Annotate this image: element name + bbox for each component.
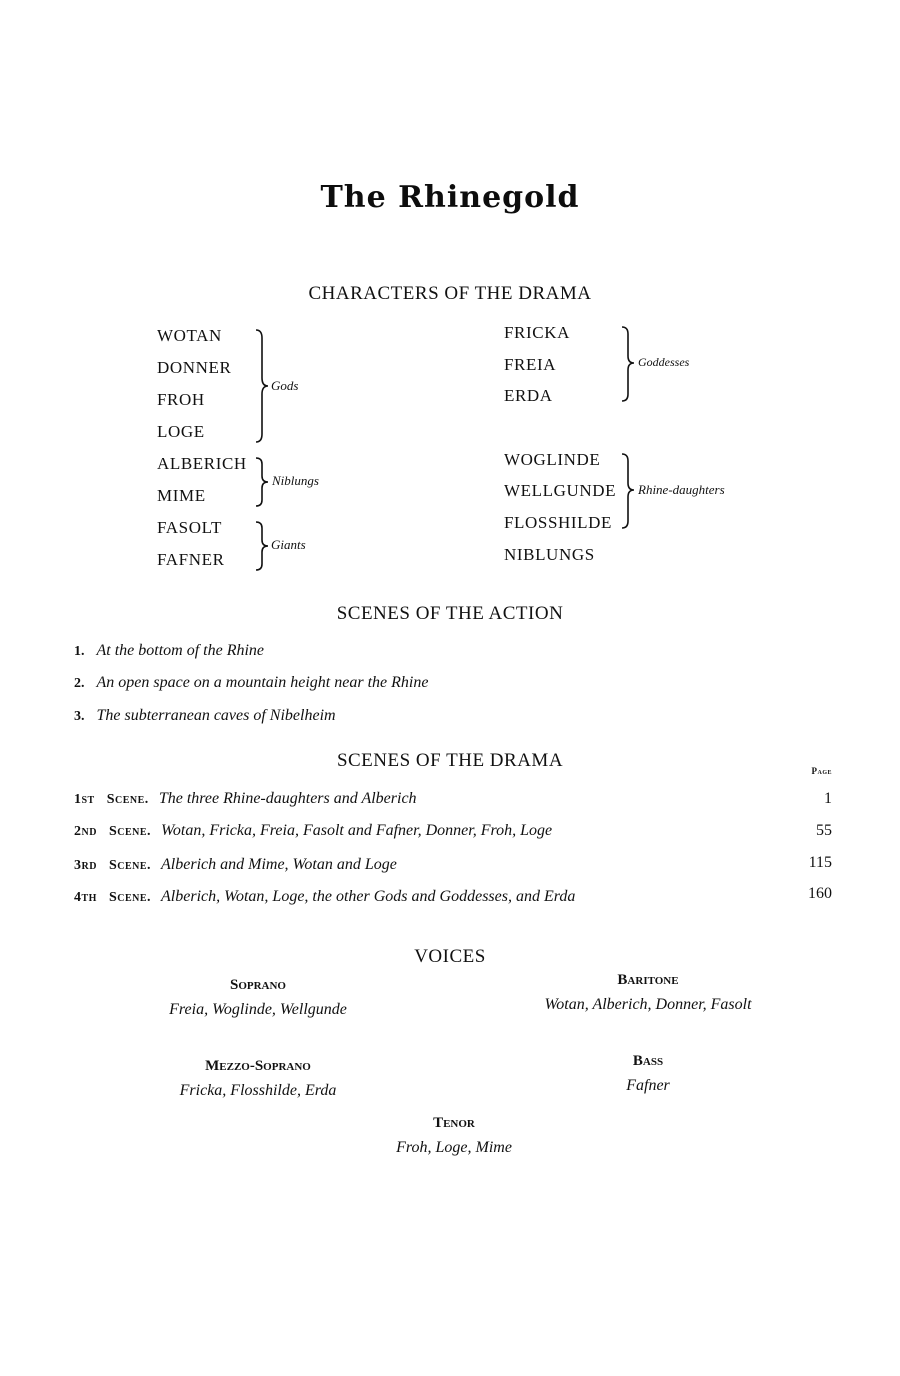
scene-page-number: 115 xyxy=(808,854,832,871)
characters-heading: CHARACTERS OF THE DRAMA xyxy=(308,283,592,304)
character-mime: MIME xyxy=(157,486,206,505)
voice-type-bass: Bass xyxy=(632,1053,664,1069)
voices-heading: VOICES xyxy=(414,946,486,967)
action-item xyxy=(74,707,336,725)
action-item-number: 2. xyxy=(74,676,85,691)
voice-type-tenor: Tenor xyxy=(433,1115,475,1131)
character-alberich: ALBERICH xyxy=(157,454,247,473)
scene-word: Scene. xyxy=(108,890,152,905)
scene-ordinal: 3rd xyxy=(74,858,97,873)
gods-label: Gods xyxy=(271,378,299,393)
scene-ordinal: 2nd xyxy=(74,824,97,839)
scene-word: Scene. xyxy=(106,792,149,807)
scene-description: The three Rhine-daughters and Alberich xyxy=(158,790,417,807)
drama-scene-row xyxy=(74,822,552,840)
niblungs-brace xyxy=(254,456,270,510)
goddesses-label: Goddesses xyxy=(638,355,690,369)
gods-brace xyxy=(254,328,270,446)
scene-page-number: 160 xyxy=(808,885,832,902)
character-flosshilde: FLOSSHILDE xyxy=(504,513,613,532)
scenes-action-heading: SCENES OF THE ACTION xyxy=(336,603,564,624)
page-title: The Rhinegold xyxy=(320,180,580,215)
voice-type-baritone: Baritone xyxy=(617,972,679,988)
action-item xyxy=(74,674,428,692)
voice-names-mezzo-soprano: Fricka, Flosshilde, Erda xyxy=(179,1082,337,1099)
scene-page-number: 55 xyxy=(816,822,832,839)
action-item-text: The subterranean caves of Nibelheim xyxy=(96,707,336,724)
action-item-number: 3. xyxy=(74,709,85,724)
action-item-number: 1. xyxy=(74,644,85,659)
scene-description: Alberich, Wotan, Loge, the other Gods and Goddesses, and Erda xyxy=(161,888,576,905)
voice-type-mezzo-soprano: Mezzo-Soprano xyxy=(205,1058,311,1074)
character-niblungs: NIBLUNGS xyxy=(504,545,595,564)
character-fricka: FRICKA xyxy=(504,323,570,342)
character-loge: LOGE xyxy=(157,422,205,441)
scene-page-number: 1 xyxy=(824,790,832,807)
character-woglinde: WOGLINDE xyxy=(504,450,601,469)
character-fafner: FAFNER xyxy=(157,550,225,569)
voice-names-soprano: Freia, Woglinde, Wellgunde xyxy=(169,1001,347,1018)
scene-word: Scene. xyxy=(108,858,152,873)
rhine-daughters-brace xyxy=(620,452,636,532)
giants-brace xyxy=(254,520,270,574)
drama-scene-row xyxy=(74,888,575,906)
rhine-daughters-label: Rhine-daughters xyxy=(638,482,725,497)
action-item xyxy=(74,642,264,660)
scene-ordinal: 1st xyxy=(74,792,95,807)
action-item-text: At the bottom of the Rhine xyxy=(96,642,265,659)
goddesses-brace xyxy=(620,325,636,405)
character-erda: ERDA xyxy=(504,386,553,405)
drama-scene-row xyxy=(74,856,397,874)
voice-names-baritone: Wotan, Alberich, Donner, Fasolt xyxy=(544,996,752,1013)
voice-type-soprano: Soprano xyxy=(229,977,286,993)
drama-scene-row xyxy=(74,790,417,808)
scene-description: Alberich and Mime, Wotan and Loge xyxy=(161,856,397,873)
character-fasolt: FASOLT xyxy=(157,518,223,537)
voice-names-tenor: Froh, Loge, Mime xyxy=(396,1139,512,1156)
scene-ordinal: 4th xyxy=(74,890,97,905)
action-item-text: An open space on a mountain height near the Rhine xyxy=(96,674,429,691)
character-wotan: WOTAN xyxy=(157,326,222,345)
scene-description: Wotan, Fricka, Freia, Fasolt and Fafner, Donner, Froh, Loge xyxy=(161,822,553,839)
voice-names-bass: Fafner xyxy=(626,1077,670,1094)
character-freia: FREIA xyxy=(504,355,557,374)
character-wellgunde: WELLGUNDE xyxy=(504,481,617,500)
niblungs-label: Niblungs xyxy=(272,473,319,488)
giants-label: Giants xyxy=(271,537,306,552)
character-froh: FROH xyxy=(157,390,205,409)
page-column-label: Page xyxy=(811,766,832,776)
scene-word: Scene. xyxy=(108,824,152,839)
scenes-drama-heading: SCENES OF THE DRAMA xyxy=(336,750,564,771)
character-donner: DONNER xyxy=(157,358,232,377)
